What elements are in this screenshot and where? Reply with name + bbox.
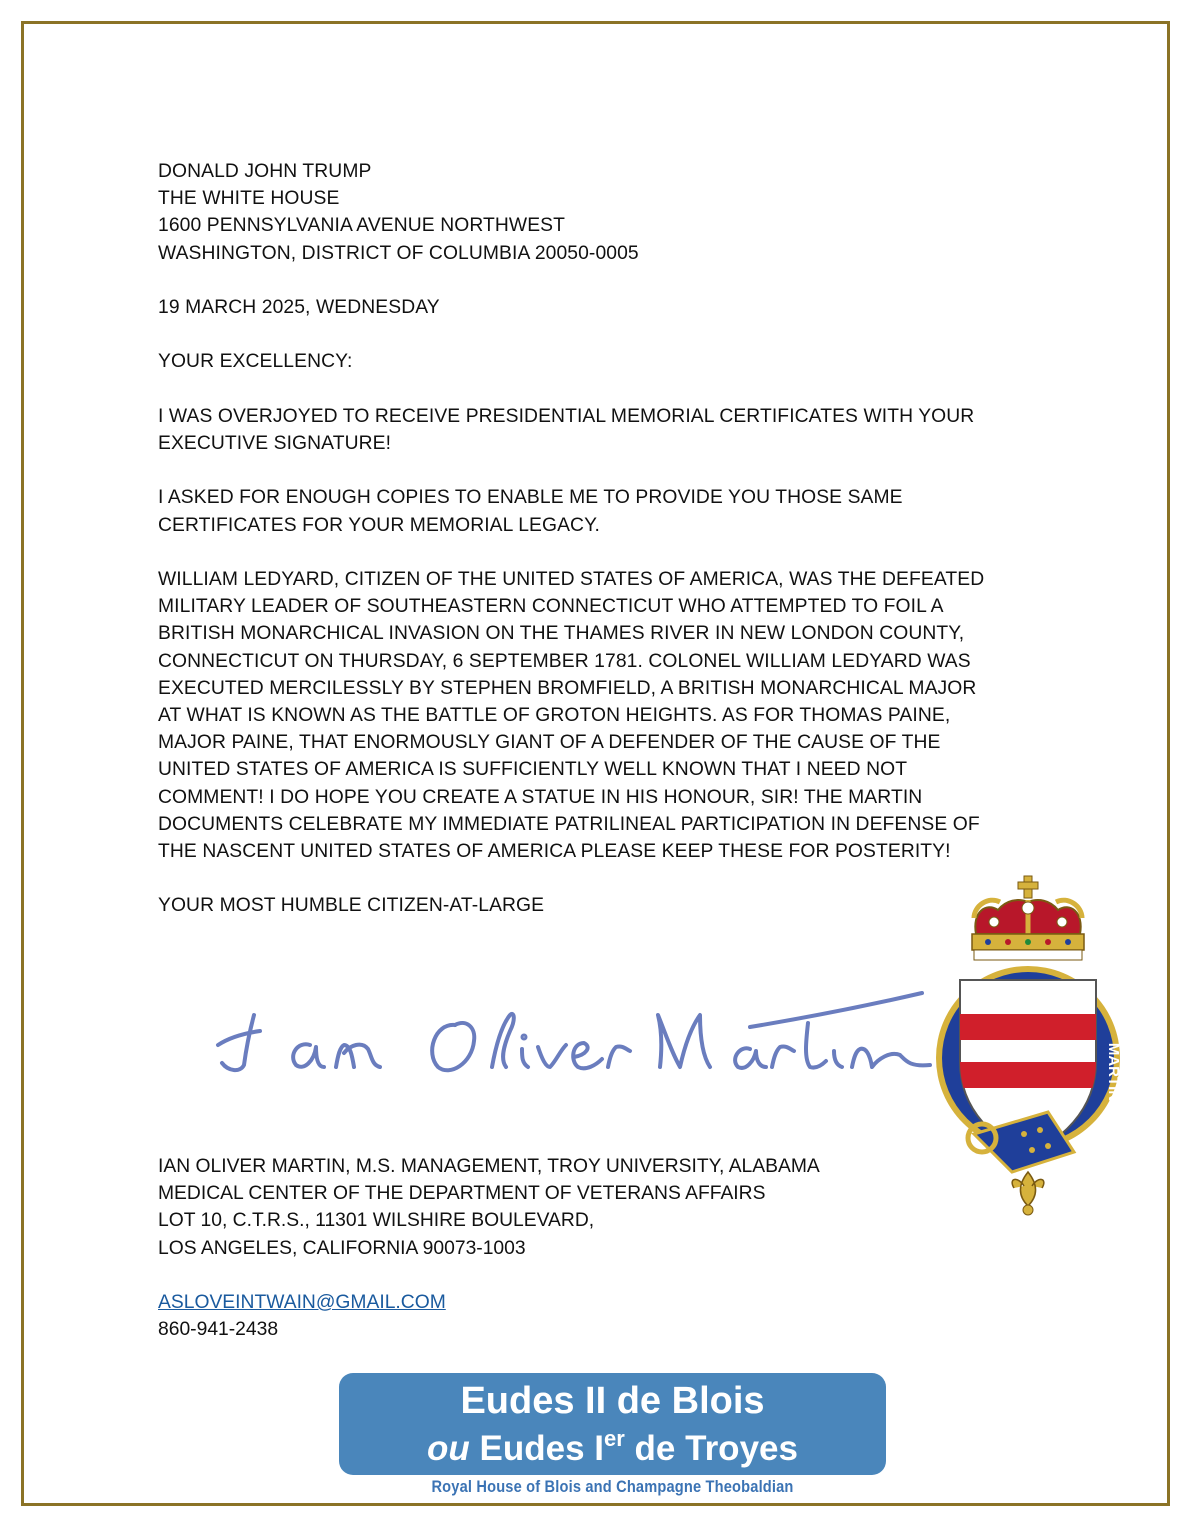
paragraph-line: THE NASCENT UNITED STATES OF AMERICA PLEASE KEEP THESE FOR POSTERITY! (158, 841, 951, 862)
sender-address (158, 1153, 918, 1262)
paragraph-line: COMMENT! I DO HOPE YOU CREATE A STATUE IN HIS HONOUR, SIR! THE MARTIN (158, 786, 923, 808)
recipient-line: 1600 PENNSYLVANIA AVENUE NORTHWEST (158, 215, 566, 237)
paragraph-line: I ASKED FOR ENOUGH COPIES TO ENABLE ME TO PROVIDE YOU THOSE SAME (158, 487, 903, 509)
paragraph-line: I WAS OVERJOYED TO RECEIVE PRESIDENTIAL MEMORIAL CERTIFICATES WITH YOUR (158, 405, 975, 427)
banner-subtitle-line (339, 1428, 886, 1470)
banner-suffix: de Troyes (634, 1429, 798, 1468)
paragraph-line: CERTIFICATES FOR YOUR MEMORIAL LEGACY. (158, 514, 600, 536)
paragraph-line: CONNECTICUT ON THURSDAY, 6 SEPTEMBER 1781. COLONEL WILLIAM LEDYARD WAS (158, 650, 971, 672)
paragraph-line: BRITISH MONARCHICAL INVASION ON THE THAMES RIVER IN NEW LONDON COUNTY, (158, 623, 965, 645)
letter-body (158, 158, 1058, 947)
recipient-line: DONALD JOHN TRUMP (158, 161, 372, 182)
royal-house-caption: Royal House of Blois and Champagne Theobaldian (431, 1477, 794, 1496)
contact-info (158, 1289, 446, 1343)
paragraph-line: EXECUTED MERCILESSLY BY STEPHEN BROMFIELD, A BRITISH MONARCHICAL MAJOR (158, 677, 977, 699)
sender-line: LOT 10, C.T.R.S., 11301 WILSHIRE BOULEVARD, (158, 1210, 595, 1232)
title-banner (339, 1373, 886, 1475)
paragraph-line: WILLIAM LEDYARD, CITIZEN OF THE UNITED STATES OF AMERICA, WAS THE DEFEATED (158, 568, 985, 590)
closing: YOUR MOST HUMBLE CITIZEN-AT-LARGE (158, 895, 545, 917)
banner-name: Eudes I (479, 1429, 605, 1468)
banner-title: Eudes II de Blois (460, 1380, 765, 1422)
phone-number: 860-941-2438 (158, 1319, 279, 1341)
sender-line: IAN OLIVER MARTIN, M.S. MANAGEMENT, TROY UNIVERSITY, ALABAMA (158, 1156, 820, 1177)
heraldic-crest (928, 872, 1128, 1217)
letter-date: 19 MARCH 2025, WEDNESDAY (158, 297, 440, 318)
paragraph-line: EXECUTIVE SIGNATURE! (158, 432, 392, 454)
recipient-line: THE WHITE HOUSE (158, 188, 340, 210)
handwritten-signature (210, 975, 970, 1095)
recipient-line: WASHINGTON, DISTRICT OF COLUMBIA 20050-0005 (158, 242, 639, 264)
paragraph-copies (158, 484, 1058, 538)
crest-motto: MARTIN (1105, 1042, 1122, 1102)
banner-sup: er (604, 1426, 625, 1451)
paragraph-line: AT WHAT IS KNOWN AS THE BATTLE OF GROTON HEIGHTS. AS FOR THOMAS PAINE, (158, 704, 951, 726)
sender-line: LOS ANGELES, CALIFORNIA 90073-1003 (158, 1237, 526, 1259)
sender-line: MEDICAL CENTER OF THE DEPARTMENT OF VETERANS AFFAIRS (158, 1183, 766, 1205)
banner-ou: ou (427, 1429, 470, 1468)
paragraph-certificates (158, 403, 1058, 457)
paragraph-line: UNITED STATES OF AMERICA IS SUFFICIENTLY WELL KNOWN THAT I NEED NOT (158, 759, 908, 781)
crown-icon (972, 876, 1084, 960)
paragraph-line: MAJOR PAINE, THAT ENORMOUSLY GIANT OF A DEFENDER OF THE CAUSE OF THE (158, 732, 941, 754)
email-link[interactable]: ASLOVEINTWAIN@GMAIL.COM (158, 1292, 446, 1313)
salutation: YOUR EXCELLENCY: (158, 351, 353, 373)
recipient-address (158, 158, 1058, 267)
paragraph-history (158, 566, 1058, 865)
paragraph-line: MILITARY LEADER OF SOUTHEASTERN CONNECTICUT WHO ATTEMPTED TO FOIL A (158, 596, 944, 618)
paragraph-line: DOCUMENTS CELEBRATE MY IMMEDIATE PATRILINEAL PARTICIPATION IN DEFENSE OF (158, 813, 980, 835)
